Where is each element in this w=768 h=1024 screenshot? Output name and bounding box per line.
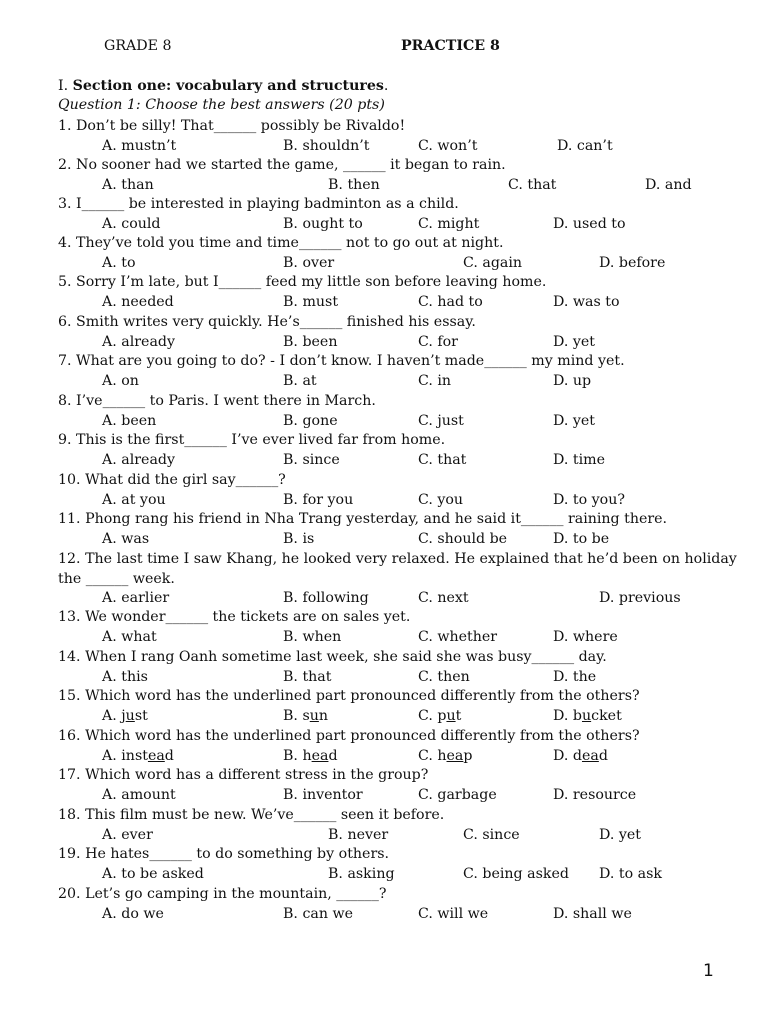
answer-option[interactable]: A. at you	[102, 491, 166, 508]
answer-option[interactable]: D. can’t	[557, 137, 613, 154]
option-text-part: A. inst	[102, 747, 148, 764]
answer-option[interactable]: D. shall we	[553, 905, 632, 922]
option-text-part: t	[455, 707, 462, 724]
question-text: 14. When I rang Oanh sometime last week, she said she was busy______ day.	[58, 649, 607, 665]
answer-option[interactable]: D. was to	[553, 293, 620, 310]
underlined-letters: ea	[147, 747, 165, 764]
question-text: 15. Which word has the underlined part pronounced differently from the others?	[58, 688, 640, 704]
answer-option[interactable]: D. the	[553, 668, 597, 685]
answer-option[interactable]: D. up	[553, 372, 592, 389]
answer-option[interactable]: A. to	[102, 254, 136, 271]
answer-option[interactable]: D. yet	[599, 826, 642, 843]
answer-option[interactable]	[283, 707, 328, 727]
answer-option[interactable]: A. on	[102, 372, 139, 389]
question-text: 10. What did the girl say______?	[58, 472, 286, 488]
question-text: 20. Let’s go camping in the mountain, ______?	[58, 886, 387, 902]
answer-option[interactable]: B. ought to	[283, 215, 363, 232]
underlined-letters: u	[309, 707, 319, 724]
answer-option[interactable]: D. to ask	[599, 865, 662, 882]
question-text: 6. Smith writes very quickly. He’s______ finished his essay.	[58, 314, 476, 330]
answer-option[interactable]: B. at	[283, 372, 317, 389]
question-text: 17. Which word has a different stress in the group?	[58, 767, 429, 783]
answer-option[interactable]: C. you	[418, 491, 464, 508]
question-text: 9. This is the first______ I’ve ever lived far from home.	[58, 432, 446, 448]
answer-option[interactable]: A. amount	[102, 786, 176, 803]
section-title: Section one: vocabulary and structures	[72, 78, 384, 94]
answer-option[interactable]: A. mustn’t	[102, 137, 177, 154]
section-heading	[58, 77, 388, 97]
answer-option[interactable]: A. earlier	[102, 590, 170, 607]
underlined-letters: ea	[581, 747, 599, 764]
answer-option[interactable]: C. just	[418, 412, 464, 429]
question-text: 3. I______ be interested in playing badminton as a child.	[58, 196, 459, 212]
question-text: 8. I’ve______ to Paris. I went there in March.	[58, 393, 376, 409]
answer-option[interactable]: D. time	[553, 451, 605, 468]
option-text-part: cket	[591, 707, 622, 724]
answer-option[interactable]: B. then	[328, 176, 380, 193]
answer-option[interactable]: B. that	[283, 668, 332, 685]
answer-option[interactable]: C. had to	[418, 293, 483, 310]
answer-option[interactable]: C. in	[418, 372, 452, 389]
answer-option[interactable]	[553, 747, 608, 767]
answer-option[interactable]: C. garbage	[418, 786, 497, 803]
answer-option[interactable]: C. will we	[418, 905, 489, 922]
answer-option[interactable]: B. inventor	[283, 786, 363, 803]
answer-option[interactable]: D. used to	[553, 215, 626, 232]
answer-option[interactable]: A. needed	[102, 293, 174, 310]
question-text: 16. Which word has the underlined part pronounced differently from the others?	[58, 728, 640, 744]
page-number: 1	[703, 961, 714, 981]
answer-option[interactable]: D. yet	[553, 333, 596, 350]
question-instruction: Question 1: Choose the best answers (20 pts)	[58, 97, 385, 113]
answer-option[interactable]: B. asking	[328, 865, 395, 882]
answer-option[interactable]: C. since	[463, 826, 520, 843]
answer-option[interactable]: B. shouldn’t	[283, 137, 370, 154]
question-text: 13. We wonder______ the tickets are on sales yet.	[58, 609, 411, 625]
option-text-part: d	[598, 747, 608, 764]
answer-option[interactable]: D. yet	[553, 412, 596, 429]
answer-option[interactable]: B. when	[283, 628, 342, 645]
option-text-part: B. s	[283, 707, 310, 724]
underlined-letters: u	[446, 707, 456, 724]
answer-option[interactable]: B. since	[283, 451, 340, 468]
answer-option[interactable]: C. won’t	[418, 137, 478, 154]
answer-option[interactable]: C. then	[418, 668, 470, 685]
answer-option[interactable]	[418, 747, 472, 767]
answer-option[interactable]: A. been	[102, 412, 157, 429]
answer-option[interactable]: B. following	[283, 590, 369, 607]
answer-option[interactable]: B. can we	[283, 905, 354, 922]
answer-option[interactable]: C. for	[418, 333, 458, 350]
grade-label: GRADE 8	[104, 38, 172, 54]
question-text: 5. Sorry I’m late, but I______ feed my little son before leaving home.	[58, 274, 547, 290]
answer-option[interactable]: C. that	[418, 451, 467, 468]
answer-option[interactable]: D. to you?	[553, 491, 625, 508]
answer-option[interactable]: B. over	[283, 254, 335, 271]
answer-option[interactable]: A. to be asked	[102, 865, 204, 882]
question-text: the ______ week.	[58, 570, 175, 587]
answer-option[interactable]: B. been	[283, 333, 338, 350]
option-text-part: p	[463, 747, 473, 764]
option-text-part: D. d	[553, 747, 582, 764]
answer-option[interactable]: D. previous	[599, 590, 681, 607]
answer-option[interactable]: D. resource	[553, 786, 637, 803]
option-text-part: n	[318, 707, 329, 724]
answer-option[interactable]	[102, 707, 148, 727]
question-text: 18. This film must be new. We’ve______ seen it before.	[58, 807, 445, 823]
section-suffix: .	[383, 78, 389, 94]
answer-option[interactable]: C. next	[418, 590, 469, 607]
answer-option[interactable]: C. that	[508, 176, 557, 193]
option-text-part: B. h	[283, 747, 312, 764]
practice-title: PRACTICE 8	[401, 38, 500, 54]
question-text: 19. He hates______ to do something by others.	[58, 846, 390, 862]
question-text: 12. The last time I saw Khang, he looked very relaxed. He explained that he’d been on holiday	[58, 551, 737, 567]
option-text-part: d	[164, 747, 174, 764]
answer-option[interactable]: A. ever	[102, 826, 153, 843]
underlined-letters: ea	[311, 747, 329, 764]
question-text: 4. They’ve told you time and time______ not to go out at night.	[58, 235, 504, 251]
option-text-part: C. p	[418, 707, 447, 724]
question-text: 11. Phong rang his friend in Nha Trang yesterday, and he said it______ raining there.	[58, 511, 668, 527]
option-text-part: D. b	[553, 707, 582, 724]
option-text-part: st	[134, 707, 148, 724]
answer-option[interactable]: C. might	[418, 215, 480, 232]
answer-option[interactable]: A. what	[102, 628, 157, 645]
answer-option[interactable]	[102, 747, 174, 767]
answer-option[interactable]	[283, 747, 338, 767]
section-prefix: I.	[58, 78, 73, 94]
option-text-part: d	[328, 747, 338, 764]
option-text-part: A. j	[102, 707, 126, 724]
answer-option[interactable]: A. already	[102, 333, 175, 350]
answer-option[interactable]: D. before	[599, 254, 666, 271]
answer-option[interactable]: C. being asked	[463, 865, 569, 882]
answer-option[interactable]: B. for you	[283, 491, 354, 508]
answer-option[interactable]: C. again	[463, 254, 523, 271]
option-text-part: C. h	[418, 747, 447, 764]
answer-option[interactable]: A. do we	[102, 905, 164, 922]
answer-option[interactable]: B. must	[283, 293, 339, 310]
answer-option[interactable]	[418, 707, 461, 727]
answer-option[interactable]: D. where	[553, 628, 618, 645]
answer-option[interactable]: C. should be	[418, 530, 508, 547]
question-text: 2. No sooner had we started the game, ______ it began to rain.	[58, 157, 506, 173]
answer-option[interactable]: B. is	[283, 530, 315, 547]
answer-option[interactable]: A. could	[102, 215, 161, 232]
answer-option[interactable]: B. never	[328, 826, 389, 843]
underlined-letters: ea	[446, 747, 464, 764]
answer-option[interactable]	[553, 707, 622, 727]
answer-option[interactable]: C. whether	[418, 628, 498, 645]
answer-option[interactable]: B. gone	[283, 412, 338, 429]
question-text: 1. Don’t be silly! That______ possibly be Rivaldo!	[58, 118, 406, 134]
question-text: 7. What are you going to do? - I don’t know. I haven’t made______ my mind yet.	[58, 353, 625, 369]
underlined-letters: u	[125, 707, 135, 724]
answer-option[interactable]: A. was	[102, 530, 150, 547]
answer-option[interactable]: D. to be	[553, 530, 610, 547]
answer-option[interactable]: D. and	[645, 176, 692, 193]
answer-option[interactable]: A. than	[102, 176, 154, 193]
underlined-letters: u	[581, 707, 592, 724]
answer-option[interactable]: A. already	[102, 451, 175, 468]
answer-option[interactable]: A. this	[102, 668, 148, 685]
